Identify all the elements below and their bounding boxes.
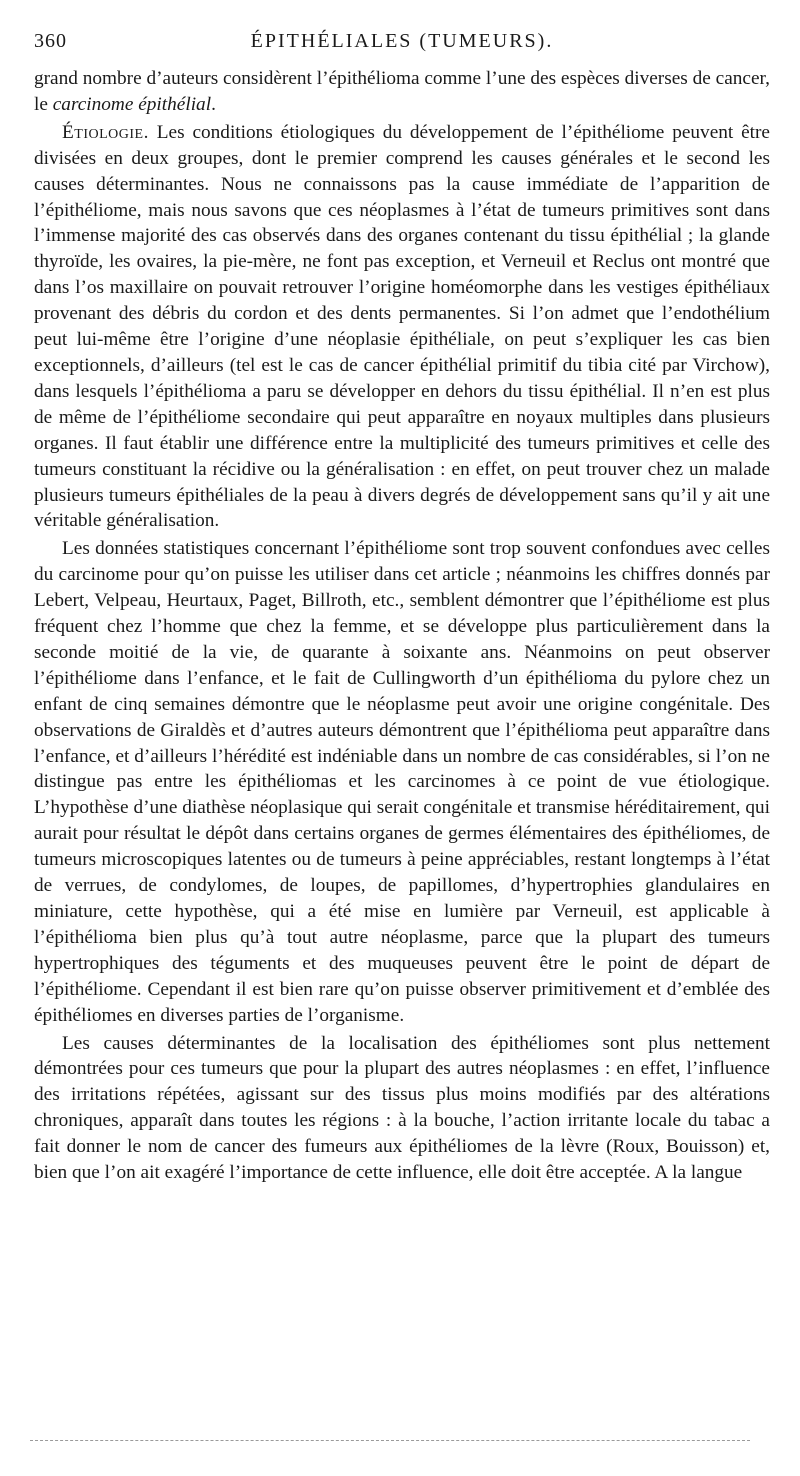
paragraph-statistiques	[34, 536, 770, 1028]
italic-term: carcinome épithélial	[52, 93, 212, 115]
paragraph-etiologie	[34, 120, 770, 535]
text-segment: .	[211, 93, 216, 115]
footer-rule	[30, 1440, 750, 1441]
section-heading: Étiologie.	[62, 121, 149, 143]
text-segment: Les données statistiques concernant l’épithéliome sont trop souvent confondues avec celles du carcinome pour qu’on puisse les utiliser dans cet article ; néanmoins les chiffres donnés par Lebert, Velpeau, Heurtaux, Paget, Billroth, etc., semblent démontrer que l’épithéliome est plus fréquent chez l’homme que chez la femme, et se développe plus particulièrement dans la seconde moitié de la vie, de quarante à soixante ans. Néanmoins on peut observer l’épithéliome dans l’enfance, et le fait de Cullingworth d’un épithélioma du pylore chez un enfant de cinq semaines démontre que le néoplasme peut avoir une origine congénitale. Des observations de Giraldès et d’autres auteurs démontrent que l’épithélioma peut apparaître dans l’enfance, et d’ailleurs l’hérédité est indéniable dans un nombre de cas considérables, si l’on ne distingue pas entre les épithéliomas et les carcinomes à ce point de vue étiologique. L’hypothèse d’une diathèse néoplasique qui serait congénitale et transmise héréditairement, qui aurait pour résultat le dépôt dans certains organes de germes élémentaires des épithéliomes, de tumeurs microscopiques latentes ou de tumeurs à peine appréciables, restant longtemps à l’état de verrues, de condylomes, de loupes, de papillomes, d’hypertrophies glandulaires en miniature, cette hypothèse, qui a été mise en lumière par Verneuil, est applicable à l’épithélioma bien plus qu’à tout autre néoplasme, parce que la plupart des tumeurs hypertrophiques des téguments et des muqueuses peuvent être le point de départ de l’épithéliome. Cependant il est bien rare qu’on puisse observer primitivement et d’emblée des épithéliomes en diverses parties de l’organisme.	[34, 538, 770, 1026]
page	[34, 30, 770, 1186]
text-segment: grand nombre d’auteurs considèrent l’épithélioma comme l’une des espèces diverses de cancer, le	[34, 68, 770, 115]
text-segment: Les causes déterminantes de la localisation des épithéliomes sont plus nettement démontrées pour ces tumeurs que pour la plupart des autres néoplasmes : en effet, l’influence des irritations répétées, agissant sur des tissus plus moins modifiés par des altérations chroniques, apparaît dans toutes les régions : à la bouche, l’action irritante locale du tabac a fait donner le nom de cancer des fumeurs aux épithéliomes de la lèvre (Roux, Bouisson) et, bien que l’on ait exagéré l’importance de cette influence, elle doit être acceptée. A la langue	[34, 1032, 770, 1184]
paragraph-causes-determinantes	[34, 1031, 770, 1186]
running-head	[34, 30, 770, 60]
body-text	[34, 66, 770, 1186]
running-title: ÉPITHÉLIALES (TUMEURS).	[250, 30, 554, 52]
text-segment: Les conditions étiologiques du développement de l’épithéliome peuvent être divisées en deux groupes, dont le premier comprend les causes générales et le second les causes déterminantes. Nous ne connaissons pas la cause immédiate de l’apparition de l’épithéliome, mais nous savons que ces néoplasmes à l’état de tumeurs primitives sont dans l’immense majorité des cas observés dans des organes contenant du tissu épithélial ; la glande thyroïde, les ovaires, la pie-mère, ne font pas exception, et Verneuil et Reclus ont montré que dans l’os maxillaire on pouvait retrouver l’origine homéomorphe dans les vestiges épithéliaux provenant des débris du cordon et des dents permanentes. Si l’on admet que l’endothélium peut lui-même être l’origine d’une néoplasie épithéliale, on peut s’expliquer les cas bien exceptionnels, d’ailleurs (tel est le cas de cancer épithélial primitif du tibia cité par Virchow), dans lesquels l’épithélioma a paru se développer en dehors du tissu épithélial. Il n’en est plus de même de l’épithéliome secondaire qui peut apparaître en noyaux multiples dans plusieurs organes. Il faut établir une différence entre la multiplicité des tumeurs primitives et celle des tumeurs constituant la récidive ou la généralisation : en effet, on peut trouver chez un malade plusieurs tumeurs épithéliales de la peau à divers degrés de développement sans qu’il y ait une véritable généralisation.	[34, 121, 770, 532]
paragraph-continuation	[34, 66, 770, 118]
page-number: 360	[34, 30, 67, 52]
